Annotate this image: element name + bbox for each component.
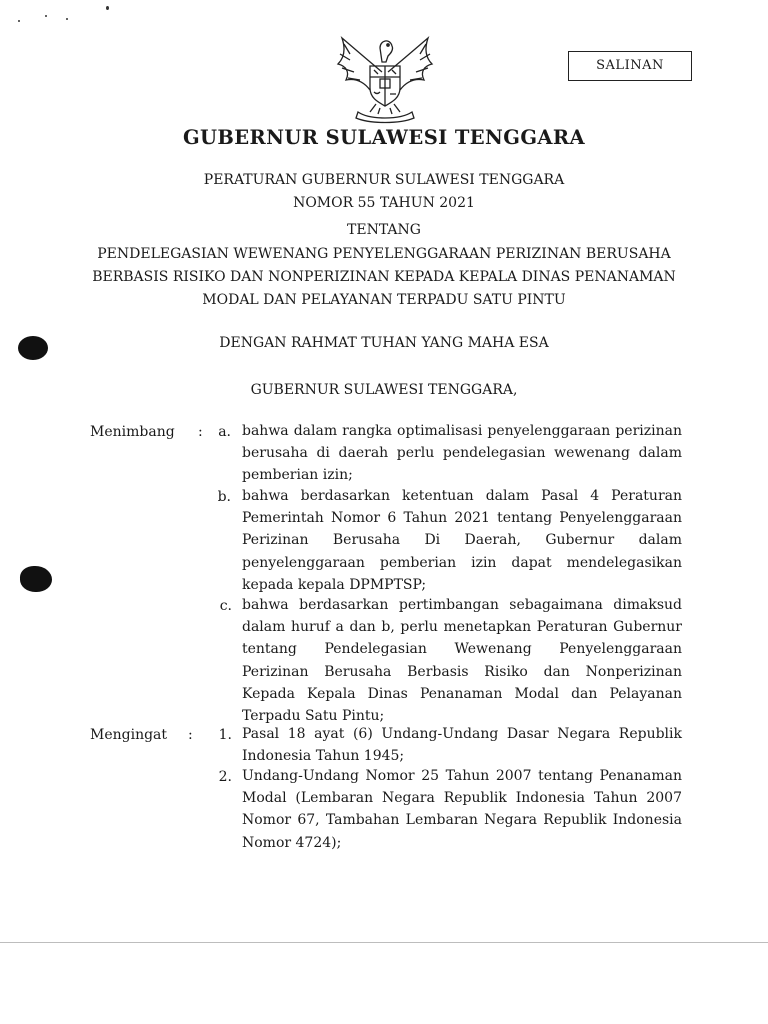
- punch-hole-mark: [18, 336, 48, 360]
- punch-hole-mark: [20, 566, 52, 592]
- consideration-item: bahwa berdasarkan pertimbangan sebagaimana dimaksud dalam huruf a dan b, perlu menetapkan Peraturan Gubernur tentang Pendelegasian Wewenang Penyelenggaraan Perizinan Berusaha Berbasis Risiko dan Nonperizinan Kepada Kepala Dinas Penanaman Modal dan Pelayanan Terpadu Satu Pintu;: [242, 597, 682, 725]
- item-marker: b.: [217, 489, 231, 505]
- regulation-about: TENTANG: [347, 222, 421, 238]
- page-title: GUBERNUR SULAWESI TENGGARA: [182, 126, 586, 149]
- mengingat-colon: :: [188, 727, 193, 743]
- blessing-line: DENGAN RAHMAT TUHAN YANG MAHA ESA: [219, 335, 549, 351]
- scan-speck: [66, 18, 68, 20]
- scan-speck: [18, 20, 20, 22]
- scan-speck: [106, 6, 109, 10]
- consideration-item: bahwa berdasarkan ketentuan dalam Pasal 4 Peraturan Pemerintah Nomor 6 Tahun 2021 tentang Penyelenggaraan Perizinan Berusaha Di Daerah, Gubernur dalam penyelenggaraan pemberian izin dapat mendelegasikan kepada kepala DPMPTSP;: [242, 488, 682, 593]
- regulation-type: PERATURAN GUBERNUR SULAWESI TENGGARA: [203, 172, 565, 188]
- item-marker: a.: [218, 424, 231, 440]
- legal-basis-item: Pasal 18 ayat (6) Undang-Undang Dasar Negara Republik Indonesia Tahun 1945;: [242, 726, 682, 765]
- legal-basis-item: Undang-Undang Nomor 25 Tahun 2007 tentang Penanaman Modal (Lembaran Negara Republik Indonesia Tahun 2007 Nomor 67, Tambahan Lembaran Negara Republik Indonesia Nomor 4724);: [242, 768, 682, 851]
- regulation-number: NOMOR 55 TAHUN 2021: [293, 195, 475, 211]
- scan-speck: [45, 15, 47, 17]
- item-marker: c.: [219, 598, 232, 614]
- menimbang-colon: :: [198, 424, 203, 440]
- regulation-subject: PENDELEGASIAN WEWENANG PENYELENGGARAAN PERIZINAN BERUSAHA BERBASIS RISIKO DAN NONPERIZINAN KEPADA KEPALA DINAS PENANAMAN MODAL DAN PELAYANAN TERPADU SATU PINTU: [92, 246, 676, 308]
- consideration-item: bahwa dalam rangka optimalisasi penyelenggaraan perizinan berusaha di daerah perlu pendelegasian wewenang dalam pemberian izin;: [242, 423, 682, 484]
- garuda-pancasila-emblem-icon: [330, 32, 440, 124]
- mengingat-label: Mengingat: [90, 727, 168, 743]
- item-marker: 1.: [218, 727, 232, 743]
- item-marker: 2.: [218, 769, 232, 785]
- scan-edge-line: [0, 942, 768, 943]
- enacting-authority: GUBERNUR SULAWESI TENGGARA,: [250, 382, 518, 398]
- menimbang-label: Menimbang: [90, 424, 175, 440]
- salinan-stamp: SALINAN: [568, 51, 692, 81]
